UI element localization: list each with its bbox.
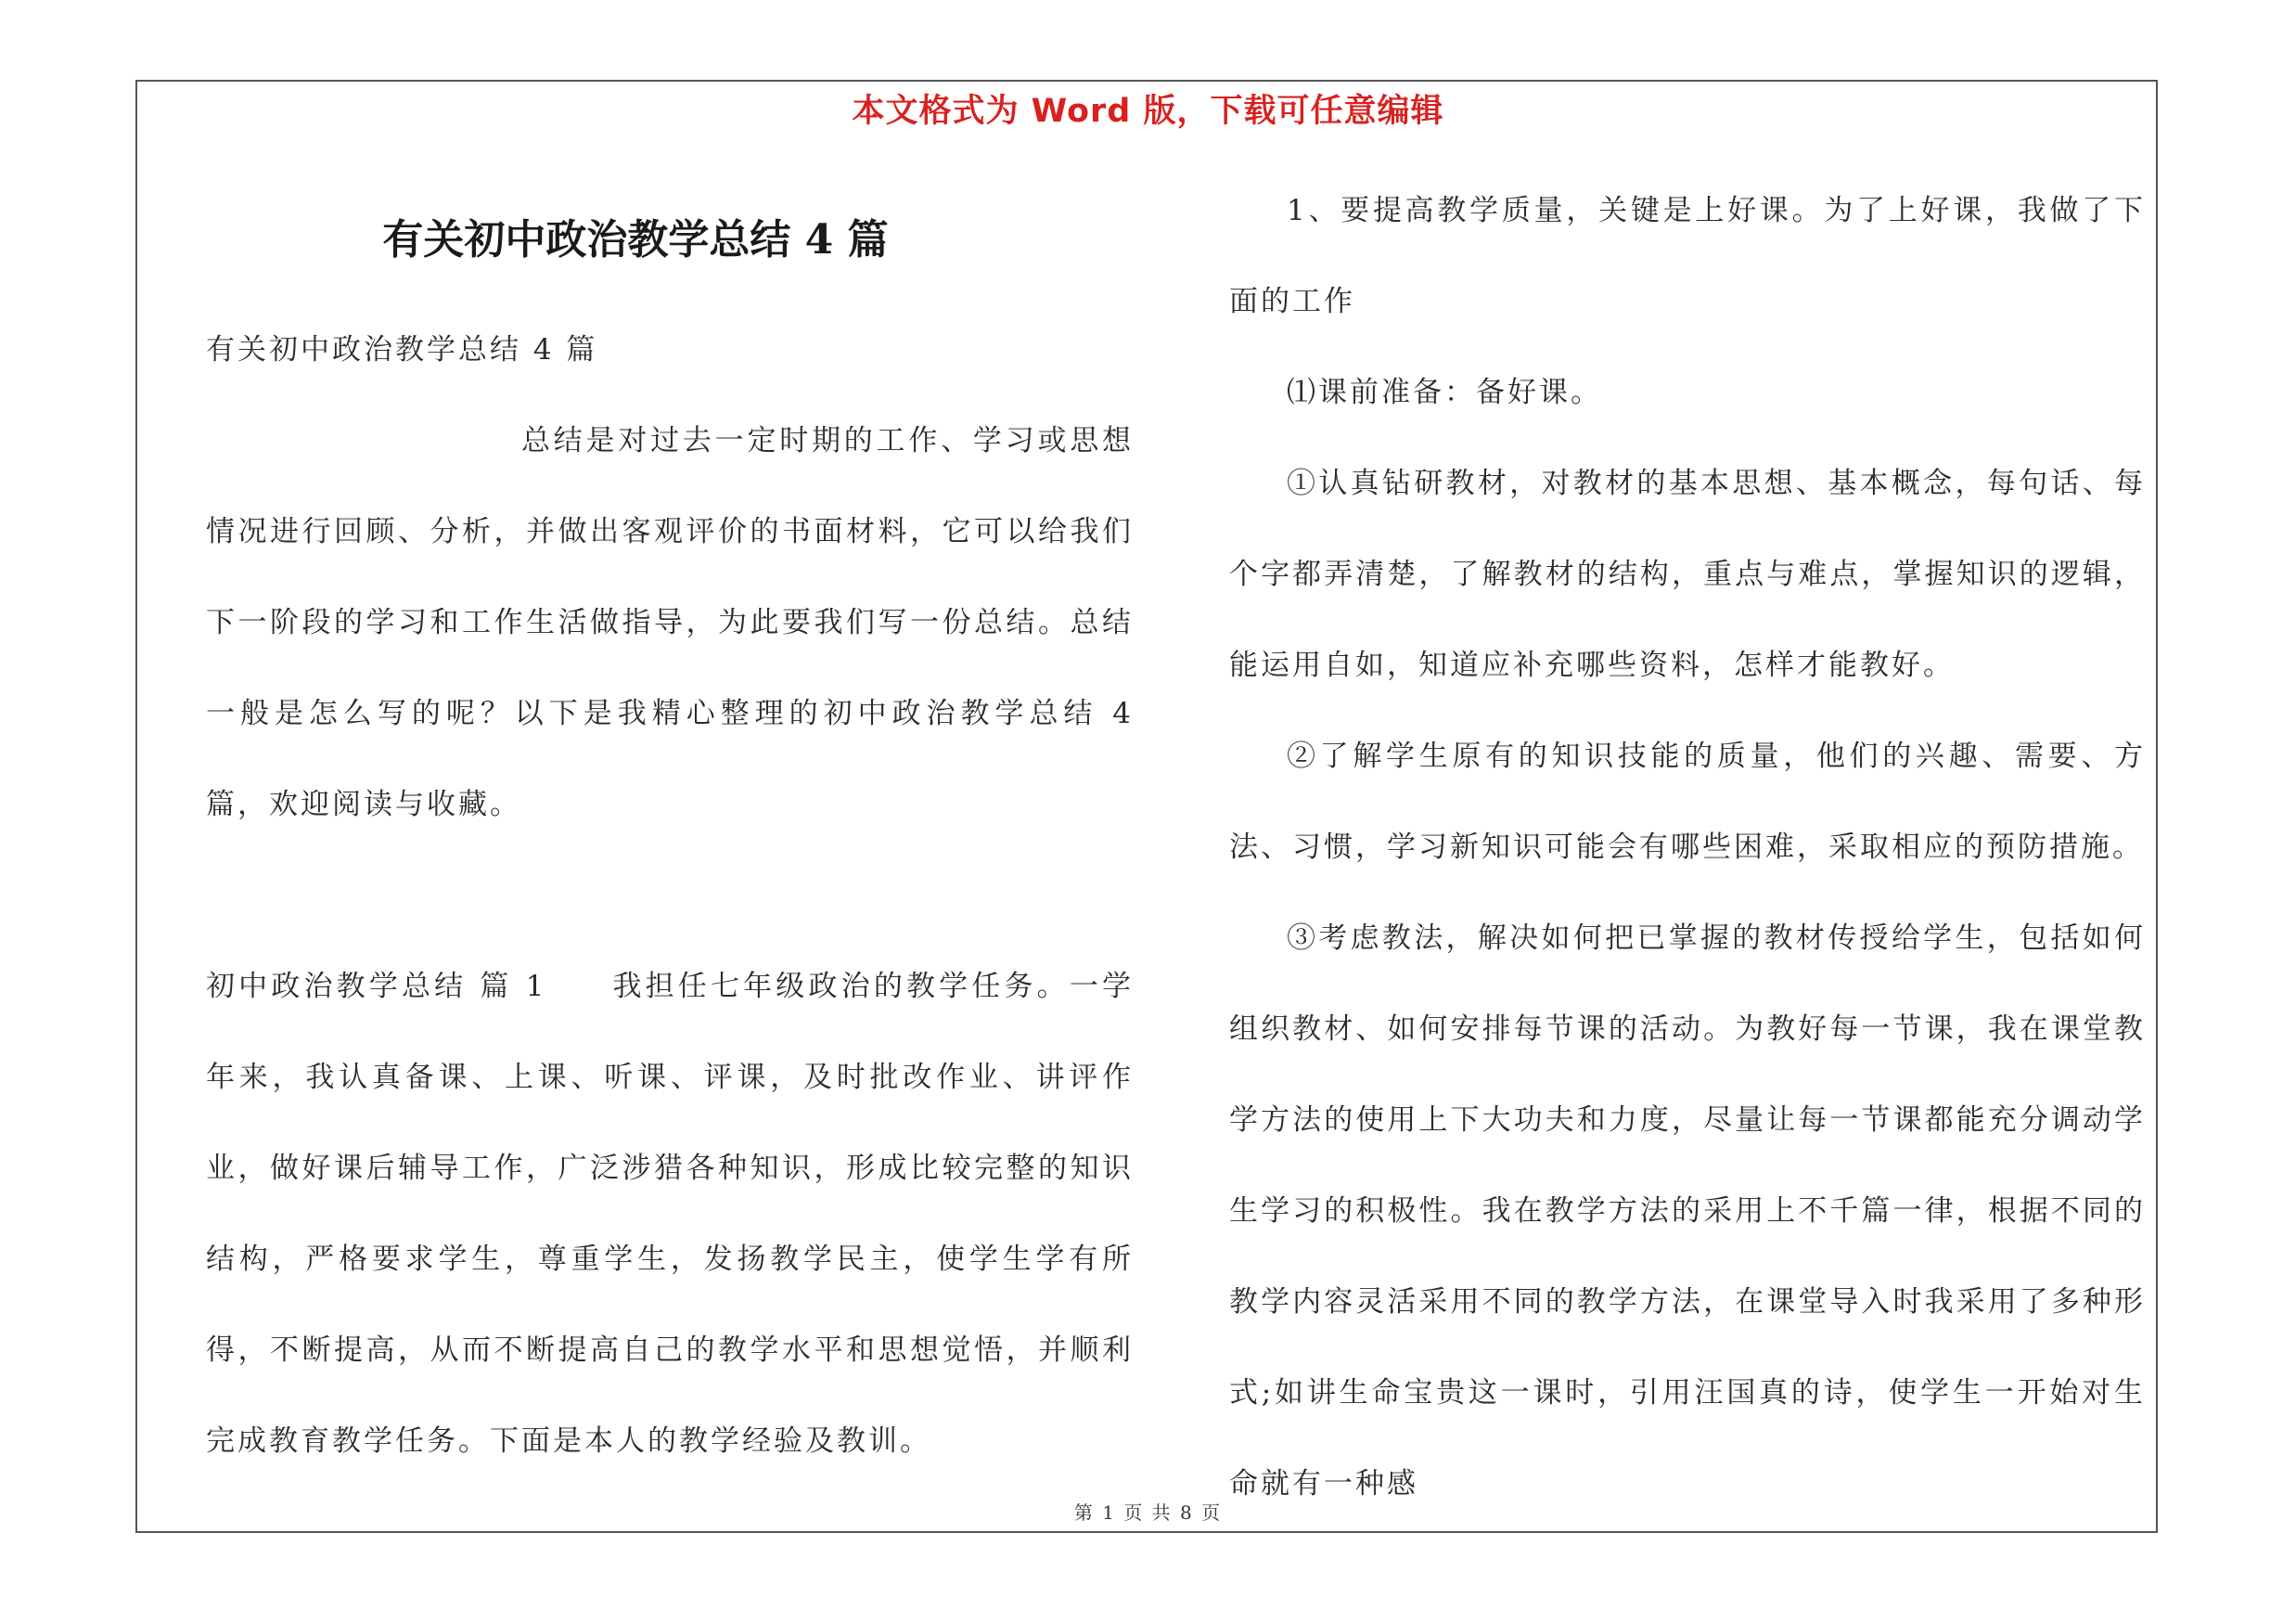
point-1-paragraph: 1、要提高教学质量，关键是上好课。为了上好课，我做了下面的工作 [1229, 194, 2146, 318]
lesson-prep-paragraph: ⑴课前准备：备好课。 [1287, 376, 1602, 409]
study-textbook-paragraph: ①认真钻研教材，对教材的基本思想、基本概念，每句话、每个字都弄清楚，了解教材的结构，重点与难点，掌握知识的逻辑，能运用自如，知道应补充哪些资料，怎样才能教好。 [1229, 467, 2146, 682]
section-1-label: 初中政治教学总结 篇 1 [206, 970, 547, 1003]
right-column [1229, 165, 2146, 1529]
word-format-banner: 本文格式为 Word 版，下载可任意编辑 [852, 93, 1444, 130]
section-1-body: 我担任七年级政治的教学任务。一学年来，我认真备课、上课、听课、评课，及时批改作业、讲评作业，做好课后辅导工作，广泛涉猎各种知识，形成比较完整的知识结构，严格要求学生，尊重学生，发扬教学民主，使学生学有所得，不断提高，从而不断提高自己的教学水平和思想觉悟，并顺利完成教育教学任务。下面是本人的教学经验及教训。 [206, 970, 1134, 1458]
intro-paragraph: 总结是对过去一定时期的工作、学习或思想情况进行回顾、分析，并做出客观评价的书面材料，它可以给我们下一阶段的学习和工作生活做指导，为此要我们写一份总结。总结一般是怎么写的呢？以下是我精心整理的初中政治教学总结 4 篇，欢迎阅读与收藏。 [206, 424, 1134, 821]
teaching-method-paragraph: ③考虑教法，解决如何把已掌握的教材传授给学生，包括如何组织教材、如何安排每节课的活动。为教好每一节课，我在课堂教学方法的使用上下大功夫和力度，尽量让每一节课都能充分调动学生学习的积极性。我在教学方法的采用上不千篇一律，根据不同的教学内容灵活采用不同的教学方法，在课堂导入时我采用了多种形式;如讲生命宝贵这一课时，引用汪国真的诗，使学生一开始对生命就有一种感 [1229, 921, 2146, 1501]
paragraph-spacer [206, 850, 1134, 941]
subtitle: 有关初中政治教学总结 4 篇 [206, 333, 598, 367]
page-number-footer: 第 1 页 共 8 页 [1073, 1501, 1223, 1524]
understand-students-paragraph: ②了解学生原有的知识技能的质量，他们的兴趣、需要、方法、习惯，学习新知识可能会有哪些困难，采取相应的预防措施。 [1229, 740, 2146, 864]
section-1-paragraph [206, 941, 1134, 1487]
document-title: 有关初中政治教学总结 4 篇 [382, 216, 889, 264]
left-column [206, 304, 1134, 1487]
